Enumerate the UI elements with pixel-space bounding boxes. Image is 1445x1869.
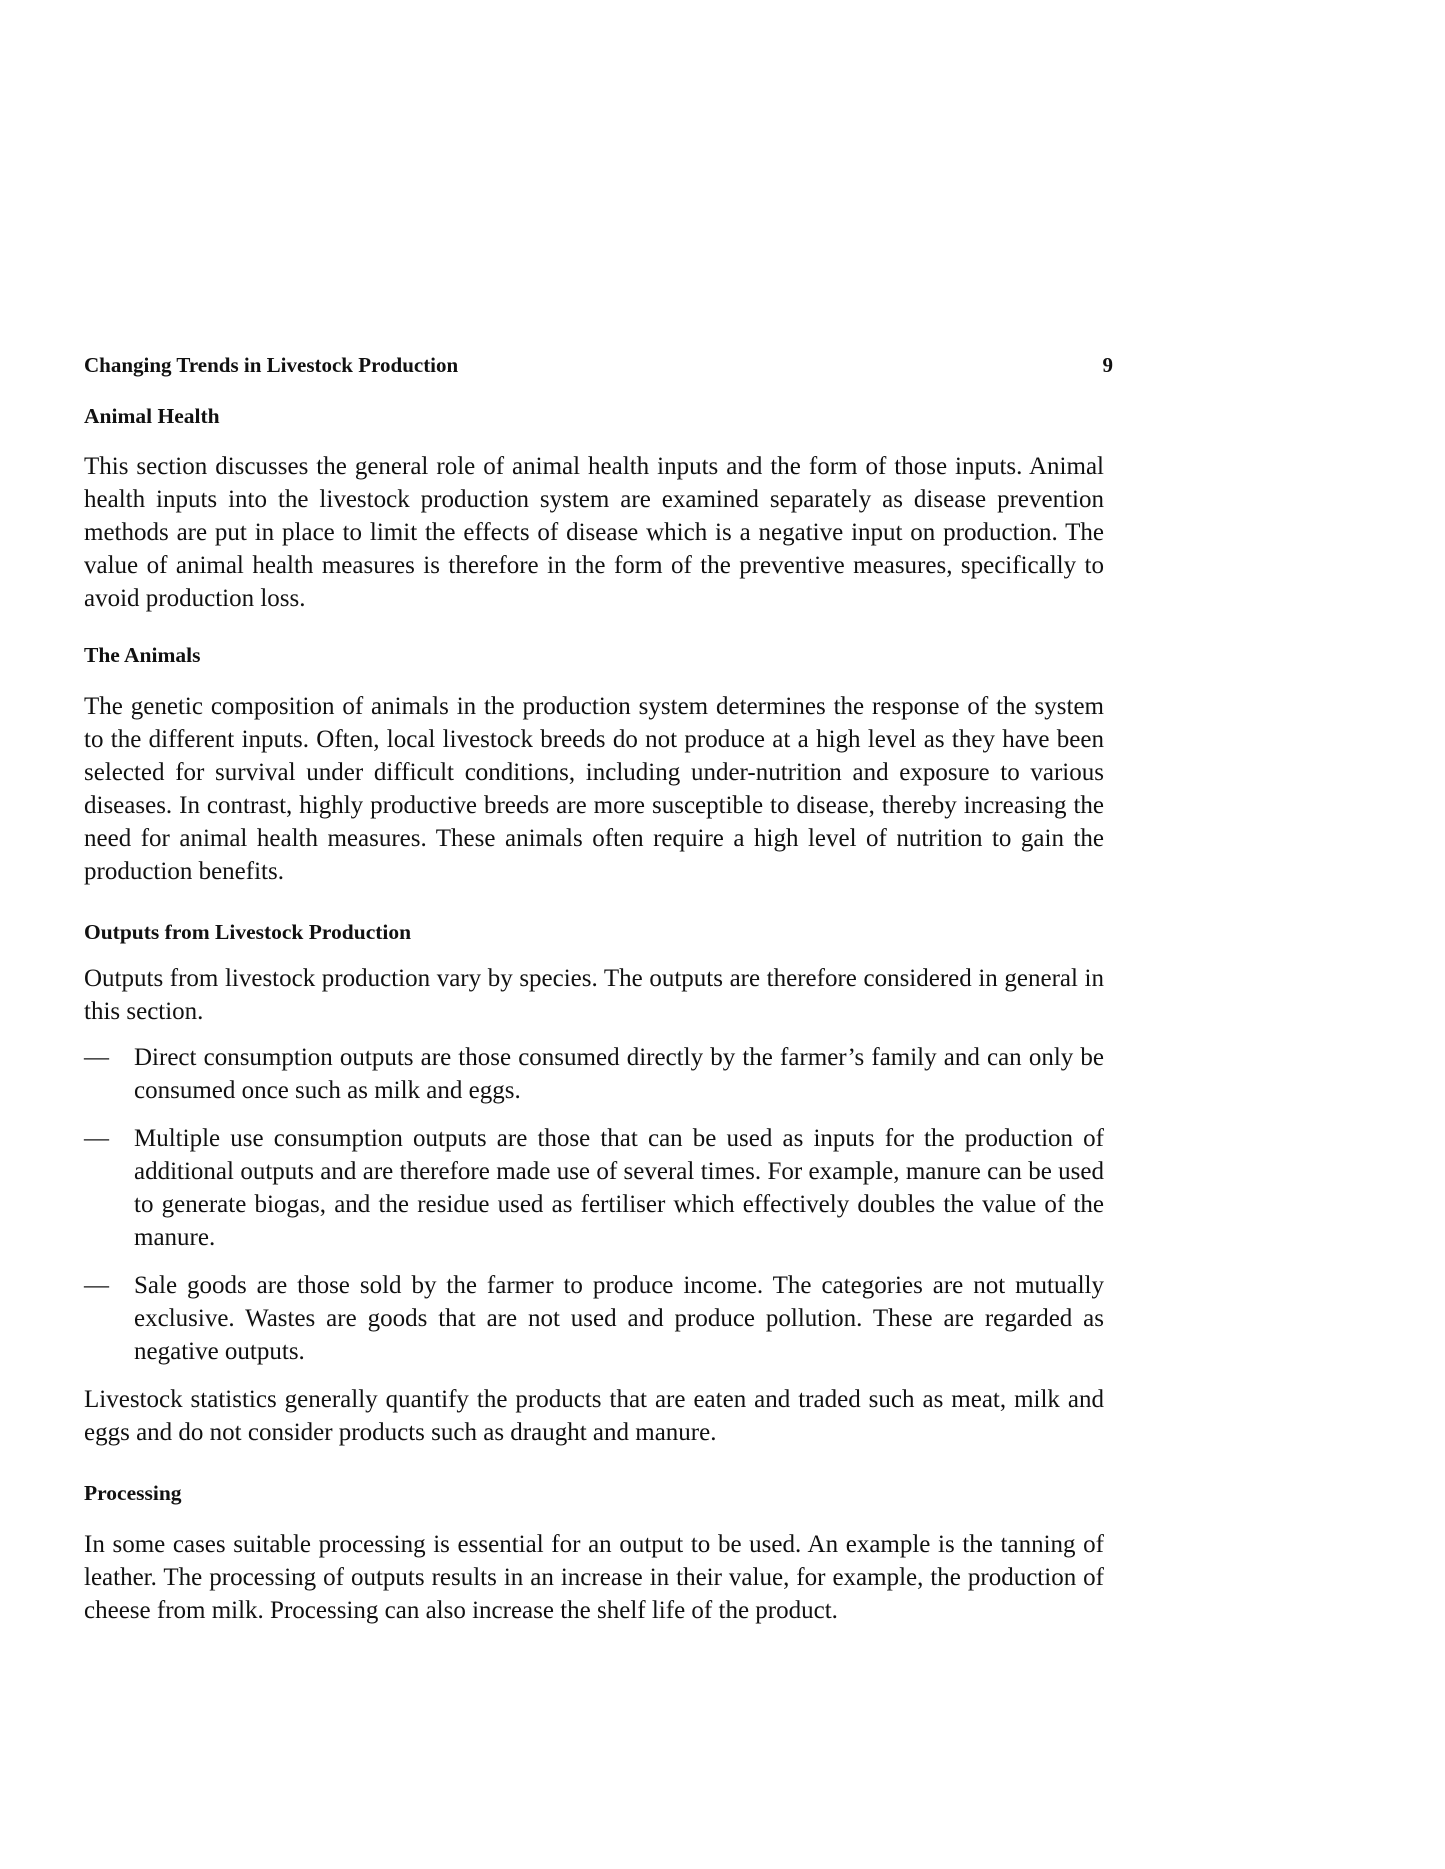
book-page <box>84 350 1113 1627</box>
list-item-text: Direct consumption outputs are those consumed directly by the farmer’s family and can only be consumed once such as milk and eggs. <box>134 1044 1104 1104</box>
paragraph-the-animals: The genetic composition of animals in the production system determines the response of the system to the different inputs. Often, local livestock breeds do not produce at a high level as they have been selected for survival under difficult conditions, including under-nutrition and exposure to various diseases. In contrast, highly productive breeds are more susceptible to disease, thereby increasing the need for animal health measures. These animals often require a high level of nutrition to gain the production benefits. <box>84 693 1104 885</box>
heading-the-animals: The Animals <box>84 643 201 667</box>
list-item <box>84 1122 1104 1254</box>
page-number: 9 <box>1102 353 1113 377</box>
list-item-text: Multiple use consumption outputs are those that can be used as inputs for the production of additional outputs and are therefore made use of several times. For example, manure can be used to generate biogas, and the residue used as fertiliser which effectively doubles the value of the manure. <box>134 1125 1104 1251</box>
heading-animal-health: Animal Health <box>84 404 220 428</box>
paragraph-outputs-closing: Livestock statistics generally quantify the products that are eaten and traded such as meat, milk and eggs and do not consider products such as draught and manure. <box>84 1386 1104 1446</box>
heading-processing: Processing <box>84 1481 182 1505</box>
list-item-text: Sale goods are those sold by the farmer to produce income. The categories are not mutually exclusive. Wastes are goods that are not used and produce pollution. These are regarded as negative outputs. <box>134 1272 1104 1365</box>
paragraph-animal-health: This section discusses the general role of animal health inputs and the form of those inputs. Animal health inputs into the livestock production system are examined separately as disease prevention methods are put in place to limit the effects of disease which is a negative input on production. The value of animal health measures is therefore in the form of the preventive measures, specifically to avoid production loss. <box>84 453 1104 612</box>
heading-outputs: Outputs from Livestock Production <box>84 920 412 944</box>
paragraph-outputs-intro: Outputs from livestock production vary by species. The outputs are therefore considered in general in this section. <box>84 965 1104 1025</box>
bullet-dash: — <box>84 1044 109 1071</box>
paragraph-processing: In some cases suitable processing is essential for an output to be used. An example is the tanning of leather. The processing of outputs results in an increase in their value, for example, the production of cheese from milk. Processing can also increase the shelf life of the product. <box>84 1531 1104 1624</box>
list-item <box>84 1041 1104 1107</box>
running-head <box>84 350 1113 380</box>
outputs-list <box>84 1041 1104 1368</box>
bullet-dash: — <box>84 1125 109 1152</box>
list-item <box>84 1269 1104 1368</box>
running-head-title: Changing Trends in Livestock Production <box>84 353 459 377</box>
bullet-dash: — <box>84 1272 109 1299</box>
